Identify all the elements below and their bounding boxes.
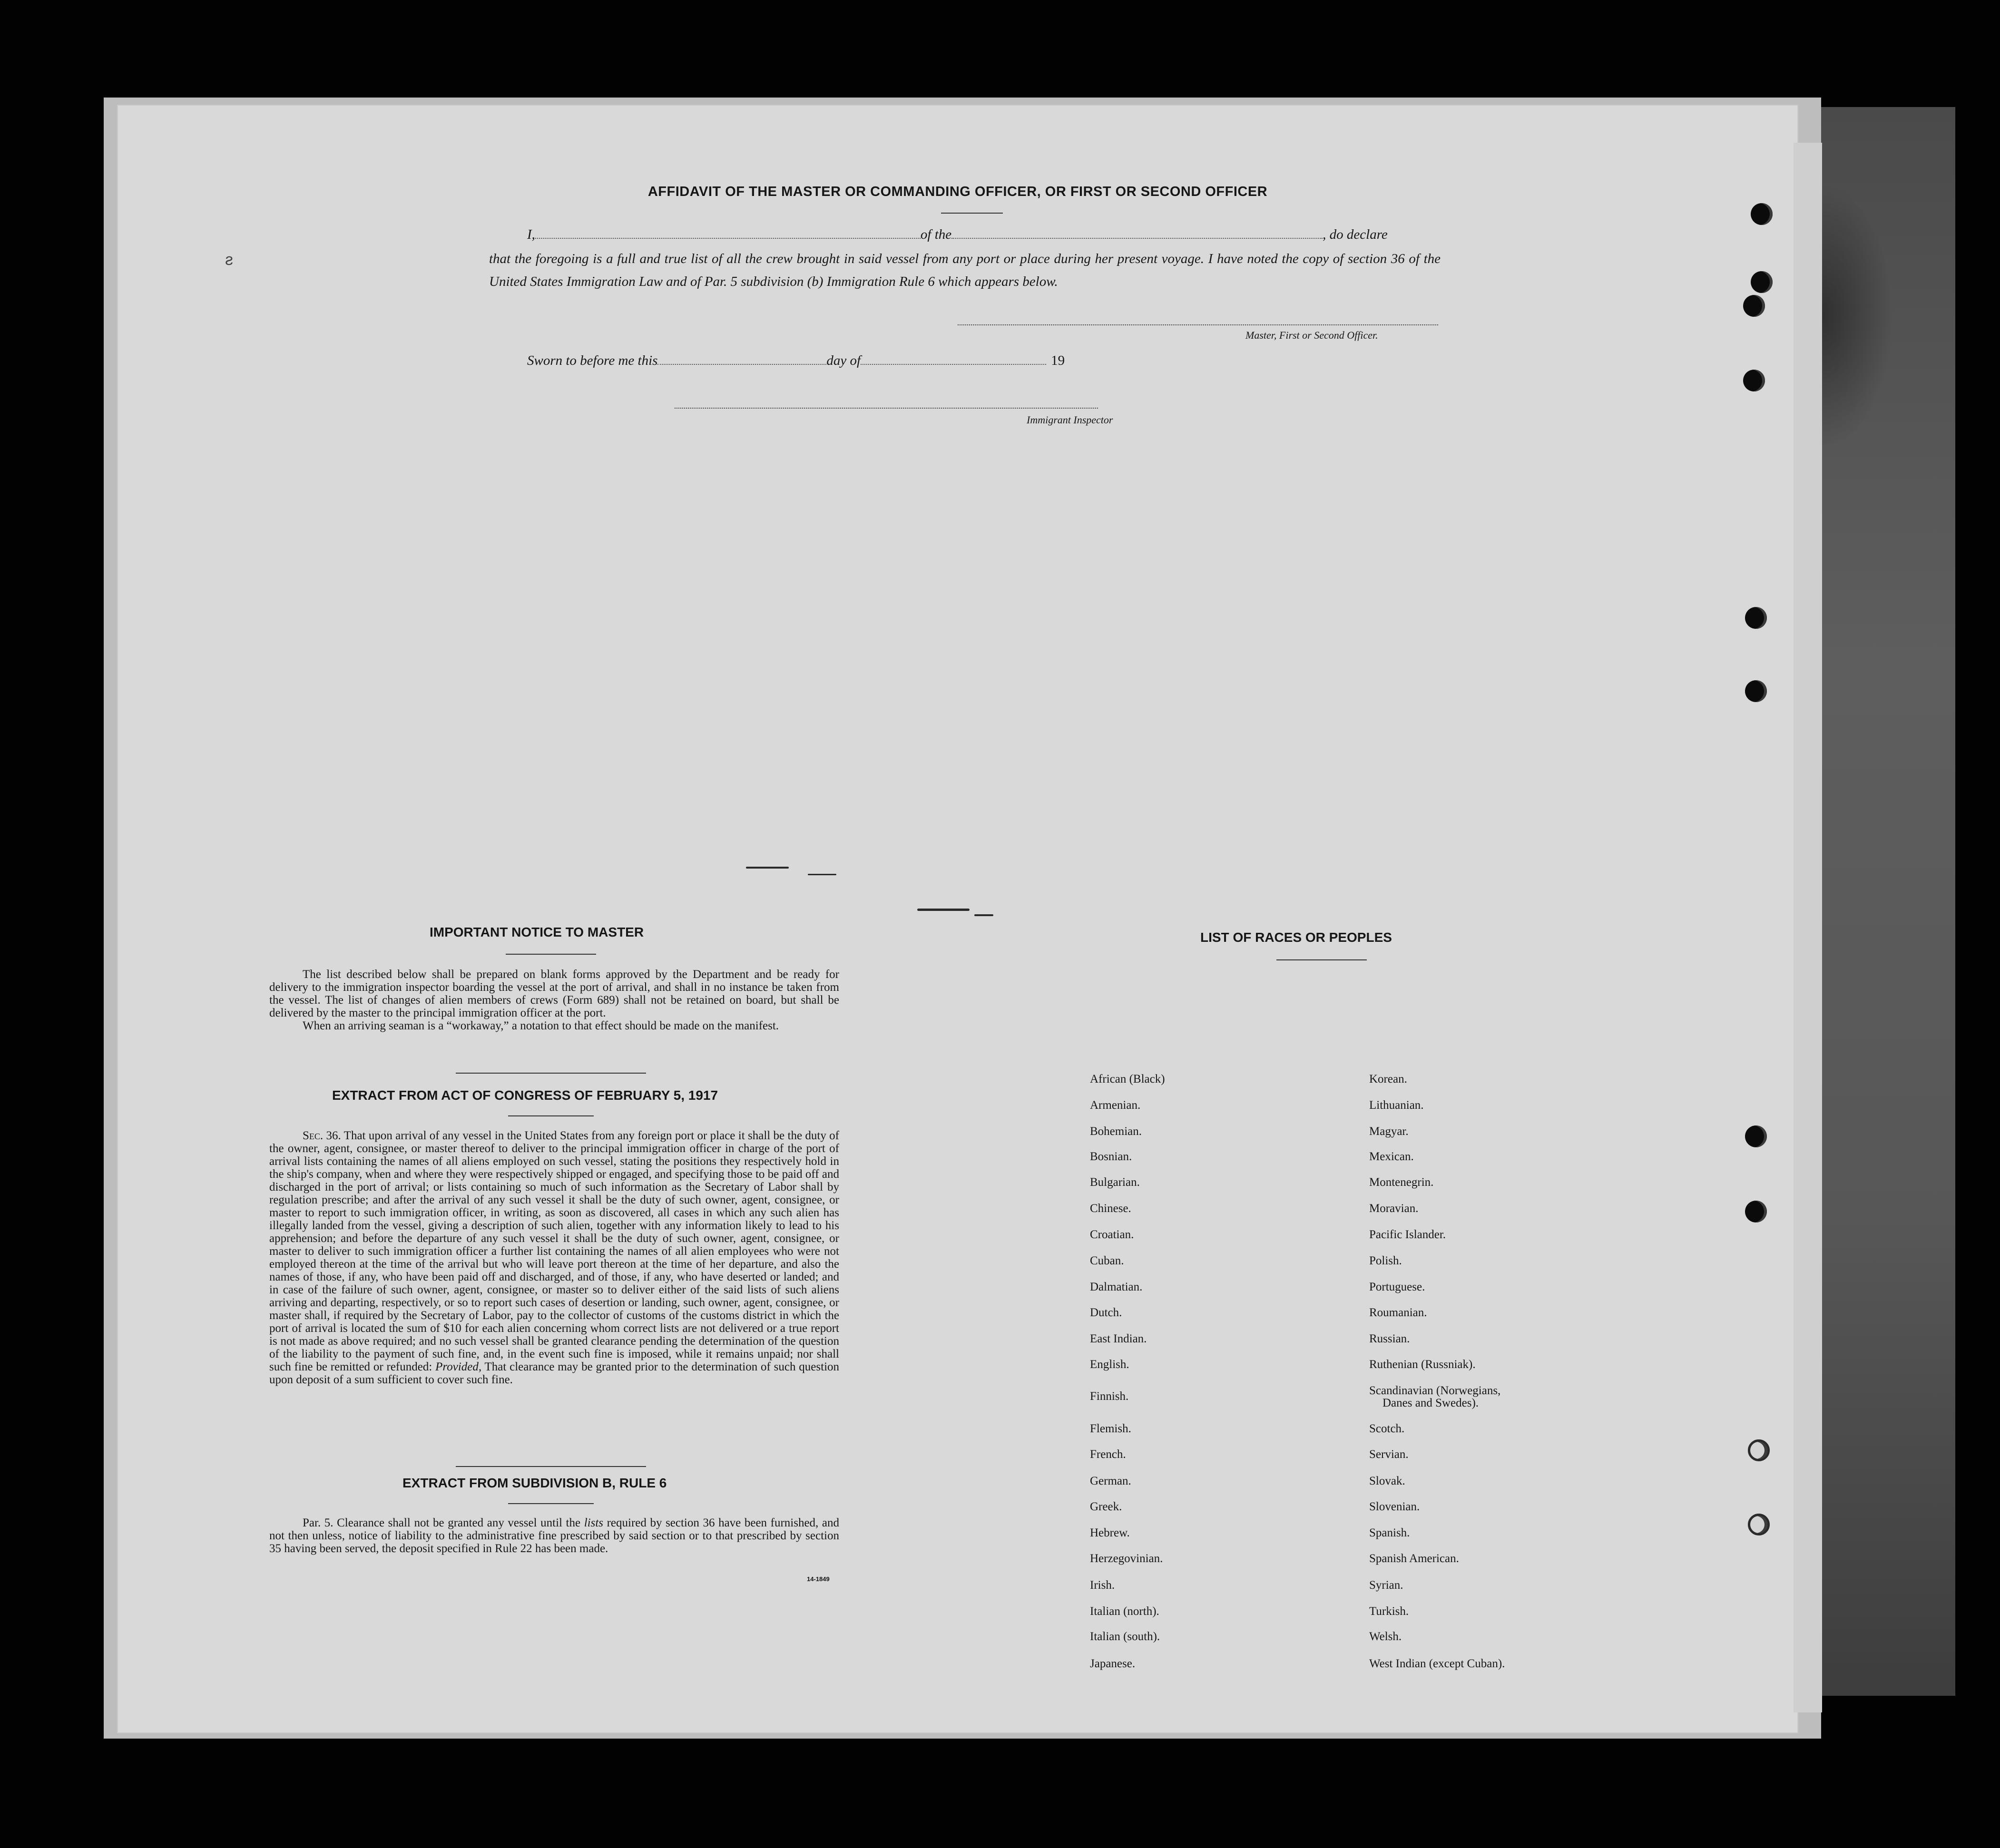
declaration-i: I, bbox=[527, 227, 535, 242]
race-left-item: Bohemian. bbox=[1090, 1125, 1142, 1138]
race-left-item: Flemish. bbox=[1090, 1422, 1131, 1435]
rule-body bbox=[269, 1516, 839, 1555]
race-left-item: African (Black) bbox=[1090, 1073, 1165, 1085]
act-text: That upon arrival of any vessel in the United States from any foreign port or place it shall be the duty of the owner, agent, consignee, or master thereof to deliver to the principal immigration officer in charge of the port of arrival lists containing the names of all aliens employed on such vessel, stating the positions they respectively hold in the ship's company, when and where they were respectively shipped or engaged, and specifying those to be paid off and discharged in the port of arrival; or lists containing so much of such information as the Secretary of Labor shall by regulation prescribe; and after the arrival of any such vessel it shall be the duty of such owner, agent, consignee, or master to report to such immigration officer, in writing, as soon as discovered, all cases in which any such alien has illegally landed from the vessel, giving a description of such alien, together with any information likely to lead to his apprehension; and before the departure of any such vessel it shall be the duty of such owner, agent, consignee, or master to deliver to such immigration officer a further list containing the names of all alien employees who were not employed thereon at the time of the arrival but who will leave port thereon at the time of her departure, and also the names of those, if any, who have been paid off and discharged, and of those, if any, who have deserted or landed; and in case of the failure of such owner, agent, consignee, or master so to deliver either of the said lists of such aliens arriving and departing, respectively, or so to report such cases of desertion or landing, such owner, agent, consignee, or master shall, if required by the Secretary of Labor, pay to the collector of customs of the customs district in which the port of arrival is located the sum of $10 for each alien concerning whom correct lists are not delivered or a true report is not made as above required; and no such vessel shall be granted clearance pending the determination of the question of the liability to the payment of such fine, and, in the event such fine is imposed, while it remains unpaid; nor shall such fine be remitted or refunded: bbox=[269, 1129, 840, 1373]
rule-text-b: required by section 36 have been furnished, and not then unless, notice of liability to the administrative fine prescribed by said section or to that prescribed by section 35 having been served, the deposit specified in Rule 22 has been made. bbox=[269, 1516, 839, 1555]
vessel-field[interactable] bbox=[951, 237, 1323, 239]
race-right-item: Welsh. bbox=[1369, 1630, 1402, 1643]
name-field[interactable] bbox=[535, 237, 921, 239]
act-title: EXTRACT FROM ACT OF CONGRESS OF FEBRUARY 5, 1917 bbox=[332, 1088, 718, 1103]
notice-paragraph-2: When an arriving seaman is a “workaway,” a notation to that effect should be made on the manifest. bbox=[303, 1019, 779, 1032]
race-left-item: Finnish. bbox=[1090, 1390, 1129, 1403]
race-right-item: Roumanian. bbox=[1369, 1306, 1427, 1319]
race-left-item: Croatian. bbox=[1090, 1228, 1134, 1241]
act-provided: Provided, bbox=[435, 1360, 482, 1373]
binder-hole bbox=[1751, 271, 1773, 293]
race-left-item: Bosnian. bbox=[1090, 1150, 1132, 1163]
form-number: 14-1849 bbox=[807, 1575, 830, 1583]
race-right-item: Syrian. bbox=[1369, 1579, 1403, 1592]
page-right-fringe bbox=[1794, 143, 1822, 1712]
race-left-item: English. bbox=[1090, 1358, 1129, 1371]
race-left-item: Italian (north). bbox=[1090, 1605, 1159, 1618]
rule-title-rule bbox=[508, 1503, 594, 1504]
race-left-item: German. bbox=[1090, 1475, 1131, 1487]
declaration-line bbox=[527, 227, 1388, 243]
sworn-day-of: day of bbox=[826, 353, 861, 368]
notice-rule bbox=[506, 954, 596, 955]
race-right-item: Slovenian. bbox=[1369, 1500, 1420, 1513]
binder-hole bbox=[1743, 370, 1765, 391]
binder-hole bbox=[1745, 1201, 1767, 1222]
race-right-item: Ruthenian (Russniak). bbox=[1369, 1358, 1476, 1371]
race-right-item: Russian. bbox=[1369, 1332, 1410, 1345]
affidavit-title: AFFIDAVIT OF THE MASTER OR COMMANDING OFFICER, OR FIRST OR SECOND OFFICER bbox=[647, 184, 1268, 199]
race-right-item: Lithuanian. bbox=[1369, 1099, 1424, 1112]
race-right-item: Moravian. bbox=[1369, 1202, 1419, 1215]
ink-smudge bbox=[917, 909, 970, 911]
ink-smudge bbox=[808, 874, 836, 875]
race-right-item: Portuguese. bbox=[1369, 1281, 1425, 1293]
race-right-item-continued: Danes and Swedes). bbox=[1382, 1397, 1479, 1409]
binder-hole-light bbox=[1748, 1514, 1770, 1535]
master-caption: Master, First or Second Officer. bbox=[1245, 329, 1378, 341]
title-rule bbox=[941, 213, 1003, 214]
binder-hole bbox=[1745, 680, 1767, 702]
race-left-item: Japanese. bbox=[1090, 1657, 1136, 1670]
race-left-item: Cuban. bbox=[1090, 1254, 1124, 1267]
race-left-item: Dalmatian. bbox=[1090, 1281, 1143, 1293]
race-left-item: French. bbox=[1090, 1448, 1126, 1461]
race-left-item: Italian (south). bbox=[1090, 1630, 1160, 1643]
race-right-item: Korean. bbox=[1369, 1073, 1407, 1085]
declaration-of-the: of the bbox=[920, 227, 952, 242]
rule-lists-word: lists bbox=[584, 1516, 603, 1529]
race-left-item: Armenian. bbox=[1090, 1099, 1141, 1112]
ink-smudge bbox=[974, 914, 993, 916]
race-left-item: Irish. bbox=[1090, 1579, 1115, 1592]
race-right-item: Turkish. bbox=[1369, 1605, 1409, 1618]
binder-hole bbox=[1745, 1125, 1767, 1147]
race-right-item: Montenegrin. bbox=[1369, 1176, 1434, 1189]
ink-smudge bbox=[746, 867, 789, 869]
sworn-year: 19 bbox=[1051, 353, 1065, 368]
race-left-item: Bulgarian. bbox=[1090, 1176, 1140, 1189]
declaration-paragraph: that the foregoing is a full and true list of all the crew brought in said vessel from any port or place during her present voyage. I have noted the copy of section 36 of the United States Immigration Law and of Par. 5 subdivision (b) Immigration Rule 6 which appears below. bbox=[489, 251, 1441, 289]
race-right-item: Scotch. bbox=[1369, 1422, 1405, 1435]
act-title-rule bbox=[508, 1115, 594, 1116]
race-left-item: East Indian. bbox=[1090, 1332, 1147, 1345]
race-right-item: Spanish. bbox=[1369, 1526, 1410, 1539]
race-right-item: Magyar. bbox=[1369, 1125, 1409, 1138]
rule-title: EXTRACT FROM SUBDIVISION B, RULE 6 bbox=[402, 1476, 667, 1490]
race-right-item: Slovak. bbox=[1369, 1475, 1405, 1487]
act-top-rule bbox=[456, 1073, 646, 1074]
binder-hole bbox=[1751, 203, 1773, 225]
act-section-label: Sec. 36. bbox=[303, 1129, 341, 1142]
race-right-item: Spanish American. bbox=[1369, 1552, 1459, 1565]
race-right-item: Polish. bbox=[1369, 1254, 1402, 1267]
rule-text-a: Par. 5. Clearance shall not be granted any vessel until the bbox=[303, 1516, 581, 1529]
form-page bbox=[118, 106, 1797, 1732]
rule-top-rule bbox=[456, 1466, 646, 1467]
race-left-item: Herzegovinian. bbox=[1090, 1552, 1163, 1565]
margin-mark: ƨ bbox=[225, 251, 233, 269]
declaration-declare: , do declare bbox=[1323, 227, 1388, 242]
act-body bbox=[269, 1129, 839, 1386]
inspector-caption: Immigrant Inspector bbox=[1027, 414, 1113, 426]
act-text-end: That clearance may be granted prior to the determination of such question upon deposit of a sum sufficient to cover such fine. bbox=[269, 1360, 840, 1386]
notice-body bbox=[269, 968, 839, 1032]
inspector-signature-line[interactable] bbox=[675, 408, 1098, 409]
race-left-item: Greek. bbox=[1090, 1500, 1122, 1513]
race-left-item: Hebrew. bbox=[1090, 1526, 1130, 1539]
race-right-item: Servian. bbox=[1369, 1448, 1409, 1461]
notice-paragraph-1: The list described below shall be prepared on blank forms approved by the Department and be ready for delivery to the immigration inspector boarding the vessel at the port of arrival, and shall in no instance be taken from the vessel. The list of changes of alien members of crews (Form 689) shall not be retained on board, but shall be delivered by the master to the principal immigration officer at the port. bbox=[269, 968, 839, 1019]
races-title: LIST OF RACES OR PEOPLES bbox=[1200, 930, 1392, 945]
sworn-line bbox=[527, 353, 1065, 369]
sworn-month-field[interactable] bbox=[861, 363, 1046, 365]
race-right-item: Mexican. bbox=[1369, 1150, 1414, 1163]
race-right-item: West Indian (except Cuban). bbox=[1369, 1657, 1505, 1670]
race-right-item: Scandinavian (Norwegians, bbox=[1369, 1384, 1501, 1397]
races-rule bbox=[1276, 959, 1367, 960]
master-signature-line[interactable] bbox=[958, 324, 1438, 325]
race-right-item: Pacific Islander. bbox=[1369, 1228, 1446, 1241]
sworn-day-field[interactable] bbox=[657, 363, 826, 365]
binder-hole-light bbox=[1748, 1439, 1770, 1461]
race-left-item: Dutch. bbox=[1090, 1306, 1122, 1319]
race-left-item: Chinese. bbox=[1090, 1202, 1131, 1215]
binder-hole bbox=[1745, 607, 1767, 629]
sworn-text: Sworn to before me this bbox=[527, 353, 658, 368]
binder-hole bbox=[1743, 295, 1765, 317]
notice-title: IMPORTANT NOTICE TO MASTER bbox=[430, 925, 644, 939]
